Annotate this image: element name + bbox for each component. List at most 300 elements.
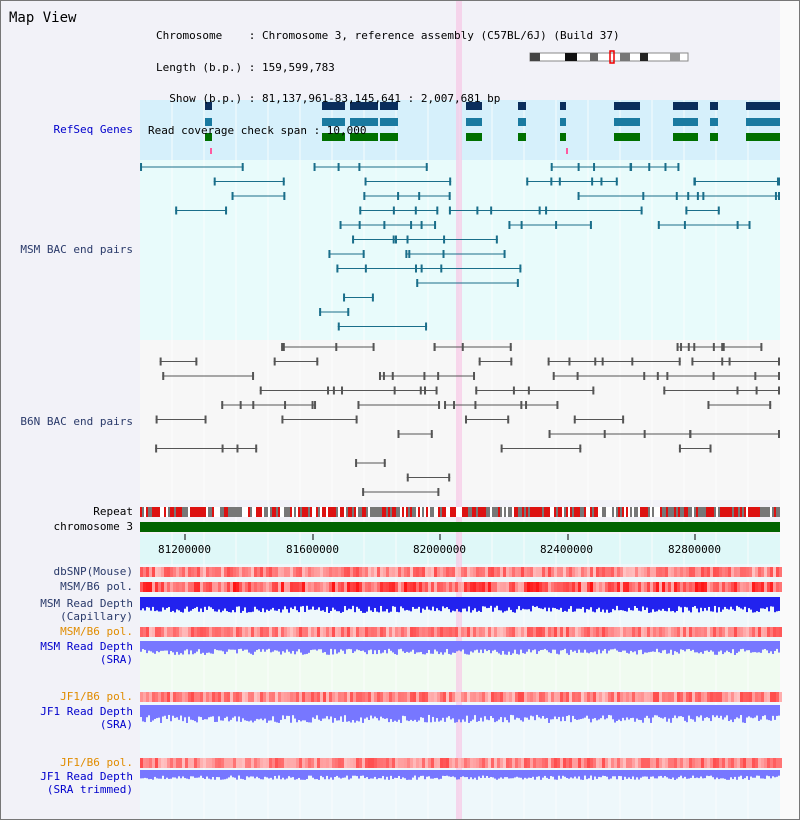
polymorphism-mark (254, 582, 257, 592)
read-depth-bar (630, 705, 632, 718)
repeat-mark (402, 507, 404, 517)
bac-end (316, 358, 318, 366)
repeat-mark (230, 507, 232, 517)
read-depth-bar (756, 641, 758, 653)
read-depth-bar (464, 770, 466, 777)
read-depth-bar (718, 770, 720, 779)
repeat-mark (222, 507, 224, 517)
polymorphism-mark (725, 692, 728, 702)
polymorphism-mark (656, 582, 659, 592)
read-depth-bar (526, 705, 528, 718)
bac-end (434, 343, 436, 351)
polymorphism-mark (599, 567, 602, 577)
polymorphism-mark (248, 627, 251, 637)
read-depth-bar (482, 770, 484, 776)
read-depth-bar (666, 641, 668, 654)
polymorphism-mark (545, 692, 548, 702)
polymorphism-mark (377, 627, 380, 637)
bac-end (281, 416, 283, 424)
bac-end (578, 192, 580, 200)
read-depth-bar (210, 641, 212, 653)
polymorphism-mark (740, 758, 743, 768)
polymorphism-mark (344, 567, 347, 577)
read-depth-bar (182, 641, 184, 655)
polymorphism-mark (671, 758, 674, 768)
polymorphism-mark (200, 692, 203, 702)
polymorphism-mark (611, 567, 614, 577)
polymorphism-mark (302, 692, 305, 702)
read-depth-bar (146, 770, 148, 778)
polymorphism-mark (278, 758, 281, 768)
read-depth-bar (292, 641, 294, 651)
read-depth-bar (496, 597, 498, 606)
track-label-msm-b6-pol-1[interactable]: MSM/B6 pol. (60, 580, 133, 593)
polymorphism-mark (404, 627, 407, 637)
read-depth-bar (556, 705, 558, 719)
repeat-mark (526, 507, 528, 517)
polymorphism-mark (371, 567, 374, 577)
polymorphism-mark (635, 582, 638, 592)
polymorphism-mark (416, 692, 419, 702)
track-label-msm-bac[interactable]: MSM BAC end pairs (20, 243, 133, 256)
polymorphism-mark (644, 582, 647, 592)
read-depth-bar (360, 705, 362, 717)
read-depth-bar (300, 597, 302, 607)
read-depth-bar (774, 641, 776, 651)
repeat-mark (658, 507, 660, 517)
polymorphism-mark (533, 627, 536, 637)
polymorphism-mark (503, 758, 506, 768)
read-depth-bar (164, 770, 166, 779)
polymorphism-mark (650, 758, 653, 768)
track-label-msm-b6-pol-2[interactable]: MSM/B6 pol. (60, 625, 133, 638)
read-depth-bar (200, 597, 202, 609)
read-depth-bar (492, 597, 494, 612)
polymorphism-mark (455, 582, 458, 592)
read-depth-bar (730, 770, 732, 777)
track-label-refseq-genes[interactable]: RefSeq Genes (53, 123, 133, 136)
repeat-mark (634, 507, 636, 517)
repeat-mark (708, 507, 710, 517)
refseq-gene (710, 102, 718, 110)
bac-end (513, 387, 515, 395)
read-depth-bar (266, 770, 268, 777)
polymorphism-mark (431, 567, 434, 577)
polymorphism-mark (446, 567, 449, 577)
read-depth-bar (358, 770, 360, 779)
bac-end (225, 207, 227, 215)
read-depth-bar (448, 641, 450, 654)
read-depth-bar (690, 597, 692, 612)
read-depth-bar (644, 597, 646, 610)
polymorphism-mark (530, 582, 533, 592)
track-label-jf1-depth-trim[interactable]: JF1 Read Depth (40, 770, 133, 783)
polymorphism-mark (635, 627, 638, 637)
read-depth-bar (252, 641, 254, 655)
read-depth-bar (700, 641, 702, 652)
read-depth-bar (280, 597, 282, 612)
polymorphism-mark (341, 627, 344, 637)
read-depth-bar (664, 705, 666, 717)
bac-end (592, 387, 594, 395)
read-depth-bar (206, 705, 208, 719)
read-depth-bar (398, 641, 400, 649)
read-depth-bar (468, 641, 470, 655)
polymorphism-mark (602, 567, 605, 577)
read-depth-bar (632, 705, 634, 718)
polymorphism-mark (389, 692, 392, 702)
read-depth-bar (650, 641, 652, 652)
read-depth-bar (442, 597, 444, 606)
read-depth-bar (776, 770, 778, 777)
polymorphism-mark (656, 758, 659, 768)
polymorphism-mark (716, 758, 719, 768)
polymorphism-mark (713, 758, 716, 768)
read-depth-bar (746, 770, 748, 776)
polymorphism-mark (629, 567, 632, 577)
read-depth-bar (330, 705, 332, 717)
polymorphism-mark (170, 627, 173, 637)
polymorphism-mark (350, 627, 353, 637)
polymorphism-mark (743, 582, 746, 592)
read-depth-bar (518, 641, 520, 655)
read-depth-bar (332, 641, 334, 654)
read-depth-bar (290, 705, 292, 723)
polymorphism-mark (725, 758, 728, 768)
repeat-mark (716, 507, 718, 517)
read-depth-bar (606, 597, 608, 610)
polymorphism-mark (227, 627, 230, 637)
read-depth-bar (306, 705, 308, 722)
repeat-mark (186, 507, 188, 517)
repeat-mark (146, 507, 148, 517)
read-depth-bar (350, 770, 352, 778)
read-depth-bar (586, 770, 588, 779)
read-depth-bar (764, 641, 766, 649)
read-depth-bar (194, 597, 196, 608)
polymorphism-mark (146, 567, 149, 577)
read-depth-bar (718, 597, 720, 607)
polymorphism-mark (302, 567, 305, 577)
polymorphism-mark (494, 567, 497, 577)
polymorphism-mark (143, 758, 146, 768)
polymorphism-mark (665, 758, 668, 768)
read-depth-bar (302, 705, 304, 720)
read-depth-bar (520, 597, 522, 610)
polymorphism-mark (398, 758, 401, 768)
read-depth-bar (238, 770, 240, 776)
read-depth-bar (682, 705, 684, 717)
polymorphism-mark (665, 582, 668, 592)
read-depth-bar (640, 705, 642, 720)
read-depth-bar (634, 770, 636, 780)
polymorphism-mark (593, 567, 596, 577)
polymorphism-mark (350, 758, 353, 768)
read-depth-bar (156, 641, 158, 651)
repeat-mark (202, 507, 204, 517)
read-depth-bar (328, 641, 330, 655)
read-depth-bar (352, 641, 354, 653)
polymorphism-mark (167, 582, 170, 592)
bac-end (749, 221, 751, 229)
polymorphism-mark (257, 692, 260, 702)
repeat-mark (748, 507, 750, 517)
read-depth-bar (736, 770, 738, 780)
polymorphism-mark (413, 758, 416, 768)
read-depth-bar (234, 597, 236, 612)
read-depth-bar (220, 641, 222, 651)
repeat-mark (380, 507, 382, 517)
read-depth-bar (604, 597, 606, 613)
read-depth-bar (506, 705, 508, 720)
read-depth-bar (620, 641, 622, 652)
read-depth-bar (456, 705, 458, 722)
polymorphism-mark (536, 627, 539, 637)
repeat-mark (532, 507, 534, 517)
bac-end (397, 192, 399, 200)
repeat-mark (406, 507, 408, 517)
polymorphism-mark (428, 567, 431, 577)
read-depth-bar (556, 770, 558, 780)
repeat-mark (666, 507, 668, 517)
read-depth-bar (548, 641, 550, 652)
repeat-mark (482, 507, 484, 517)
read-depth-bar (400, 641, 402, 649)
polymorphism-mark (266, 567, 269, 577)
polymorphism-mark (488, 582, 491, 592)
repeat-mark (310, 507, 312, 517)
repeat-mark (340, 507, 342, 517)
polymorphism-mark (524, 692, 527, 702)
polymorphism-mark (275, 567, 278, 577)
polymorphism-mark (191, 627, 194, 637)
read-depth-bar (688, 770, 690, 779)
read-depth-bar (680, 770, 682, 776)
read-depth-bar (320, 705, 322, 721)
repeat-mark (352, 507, 354, 517)
read-depth-bar (430, 770, 432, 779)
read-depth-bar (308, 705, 310, 722)
read-depth-bar (194, 641, 196, 653)
read-depth-bar (342, 597, 344, 612)
read-depth-bar (694, 705, 696, 722)
read-depth-bar (542, 705, 544, 716)
track-label-jf1-b6-pol-1[interactable]: JF1/B6 pol. (60, 690, 133, 703)
polymorphism-mark (386, 627, 389, 637)
read-depth-bar (620, 770, 622, 776)
bac-end (778, 358, 780, 366)
read-depth-bar (232, 597, 234, 610)
read-depth-bar (744, 705, 746, 723)
read-depth-bar (278, 770, 280, 776)
repeat-mark (714, 507, 716, 517)
read-depth-bar (378, 705, 380, 720)
read-depth-bar (556, 641, 558, 654)
repeat-mark (746, 507, 748, 517)
track-label-b6n-bac[interactable]: B6N BAC end pairs (20, 415, 133, 428)
polymorphism-mark (374, 692, 377, 702)
refseq-transcript (746, 133, 780, 141)
polymorphism-mark (347, 627, 350, 637)
polymorphism-mark (689, 758, 692, 768)
repeat-mark (368, 507, 370, 517)
polymorphism-mark (647, 692, 650, 702)
polymorphism-mark (257, 758, 260, 768)
read-depth-bar (478, 641, 480, 653)
read-depth-bar (628, 705, 630, 720)
read-depth-bar (250, 770, 252, 776)
repeat-mark (266, 507, 268, 517)
polymorphism-mark (482, 582, 485, 592)
repeat-mark (638, 507, 640, 517)
polymorphism-mark (485, 627, 488, 637)
read-depth-bar (302, 597, 304, 606)
polymorphism-mark (692, 692, 695, 702)
read-depth-bar (278, 597, 280, 609)
polymorphism-mark (206, 692, 209, 702)
read-depth-bar (778, 705, 780, 716)
polymorphism-mark (203, 582, 206, 592)
track-label-jf1-b6-pol-2[interactable]: JF1/B6 pol. (60, 756, 133, 769)
polymorphism-mark (443, 567, 446, 577)
read-depth-bar (312, 597, 314, 607)
polymorphism-mark (323, 692, 326, 702)
repeat-mark (464, 507, 466, 517)
repeat-mark (546, 507, 548, 517)
read-depth-bar (550, 770, 552, 776)
polymorphism-mark (164, 567, 167, 577)
read-depth-bar (368, 770, 370, 779)
repeat-mark (720, 507, 722, 517)
repeat-mark (656, 507, 658, 517)
polymorphism-mark (599, 692, 602, 702)
polymorphism-mark (491, 758, 494, 768)
repeat-mark (628, 507, 630, 517)
polymorphism-mark (677, 692, 680, 702)
track-label-msm-depth-cap[interactable]: MSM Read Depth (40, 597, 133, 610)
polymorphism-mark (539, 692, 542, 702)
polymorphism-mark (728, 627, 731, 637)
read-depth-bar (470, 641, 472, 651)
polymorphism-mark (191, 567, 194, 577)
polymorphism-mark (170, 758, 173, 768)
read-depth-bar (218, 641, 220, 650)
polymorphism-mark (524, 627, 527, 637)
read-depth-bar (386, 641, 388, 653)
polymorphism-mark (596, 627, 599, 637)
polymorphism-mark (362, 627, 365, 637)
polymorphism-mark (521, 758, 524, 768)
polymorphism-mark (617, 692, 620, 702)
polymorphism-mark (491, 567, 494, 577)
read-depth-bar (384, 641, 386, 650)
read-depth-bar (694, 597, 696, 606)
polymorphism-mark (695, 627, 698, 637)
polymorphism-mark (662, 582, 665, 592)
read-depth-bar (240, 705, 242, 722)
read-depth-bar (274, 705, 276, 722)
bac-end (694, 178, 696, 186)
track-label-jf1-depth-sra[interactable]: JF1 Read Depth (40, 705, 133, 718)
polymorphism-mark (419, 758, 422, 768)
read-depth-bar (654, 597, 656, 612)
read-depth-bar (482, 641, 484, 653)
read-depth-bar (760, 705, 762, 720)
read-depth-bar (474, 597, 476, 608)
track-label-dbsnp[interactable]: dbSNP(Mouse) (53, 565, 133, 578)
read-depth-bar (636, 597, 638, 608)
track-label-msm-depth-sra[interactable]: MSM Read Depth (40, 640, 133, 653)
bac-end (718, 207, 720, 215)
read-depth-bar (550, 597, 552, 611)
bac-end (676, 192, 678, 200)
polymorphism-mark (449, 582, 452, 592)
repeat-mark (304, 507, 306, 517)
polymorphism-mark (158, 627, 161, 637)
read-depth-bar (306, 641, 308, 654)
polymorphism-mark (683, 567, 686, 577)
polymorphism-mark (512, 692, 515, 702)
polymorphism-mark (338, 758, 341, 768)
chromosome-info-header (148, 10, 620, 157)
read-depth-bar (150, 705, 152, 722)
polymorphism-mark (767, 627, 770, 637)
read-depth-bar (324, 770, 326, 779)
read-depth-bar (264, 705, 266, 719)
read-depth-bar (306, 597, 308, 606)
polymorphism-mark (407, 692, 410, 702)
read-depth-bar (554, 597, 556, 608)
read-depth-bar (146, 705, 148, 717)
read-depth-bar (740, 597, 742, 608)
polymorphism-mark (446, 582, 449, 592)
repeat-mark (372, 507, 374, 517)
polymorphism-mark (362, 567, 365, 577)
read-depth-bar (344, 770, 346, 778)
repeat-mark (166, 507, 168, 517)
read-depth-bar (642, 641, 644, 654)
polymorphism-mark (611, 692, 614, 702)
repeat-mark (292, 507, 294, 517)
polymorphism-mark (506, 582, 509, 592)
read-depth-bar (270, 641, 272, 652)
repeat-mark (648, 507, 650, 517)
read-depth-bar (268, 770, 270, 778)
repeat-mark (386, 507, 388, 517)
read-depth-bar (612, 705, 614, 719)
read-depth-bar (476, 770, 478, 780)
polymorphism-mark (608, 692, 611, 702)
read-depth-bar (552, 705, 554, 719)
bac-end (338, 323, 340, 331)
read-depth-bar (616, 705, 618, 721)
repeat-mark (698, 507, 700, 517)
read-depth-bar (428, 597, 430, 610)
read-depth-bar (450, 770, 452, 777)
polymorphism-mark (296, 567, 299, 577)
polymorphism-mark (557, 567, 560, 577)
read-depth-bar (532, 597, 534, 606)
polymorphism-mark (686, 627, 689, 637)
read-depth-bar (232, 705, 234, 718)
polymorphism-mark (473, 582, 476, 592)
read-depth-bar (418, 705, 420, 720)
read-depth-bar (624, 641, 626, 651)
read-depth-bar (272, 641, 274, 652)
polymorphism-mark (737, 692, 740, 702)
polymorphism-mark (284, 567, 287, 577)
polymorphism-mark (224, 758, 227, 768)
